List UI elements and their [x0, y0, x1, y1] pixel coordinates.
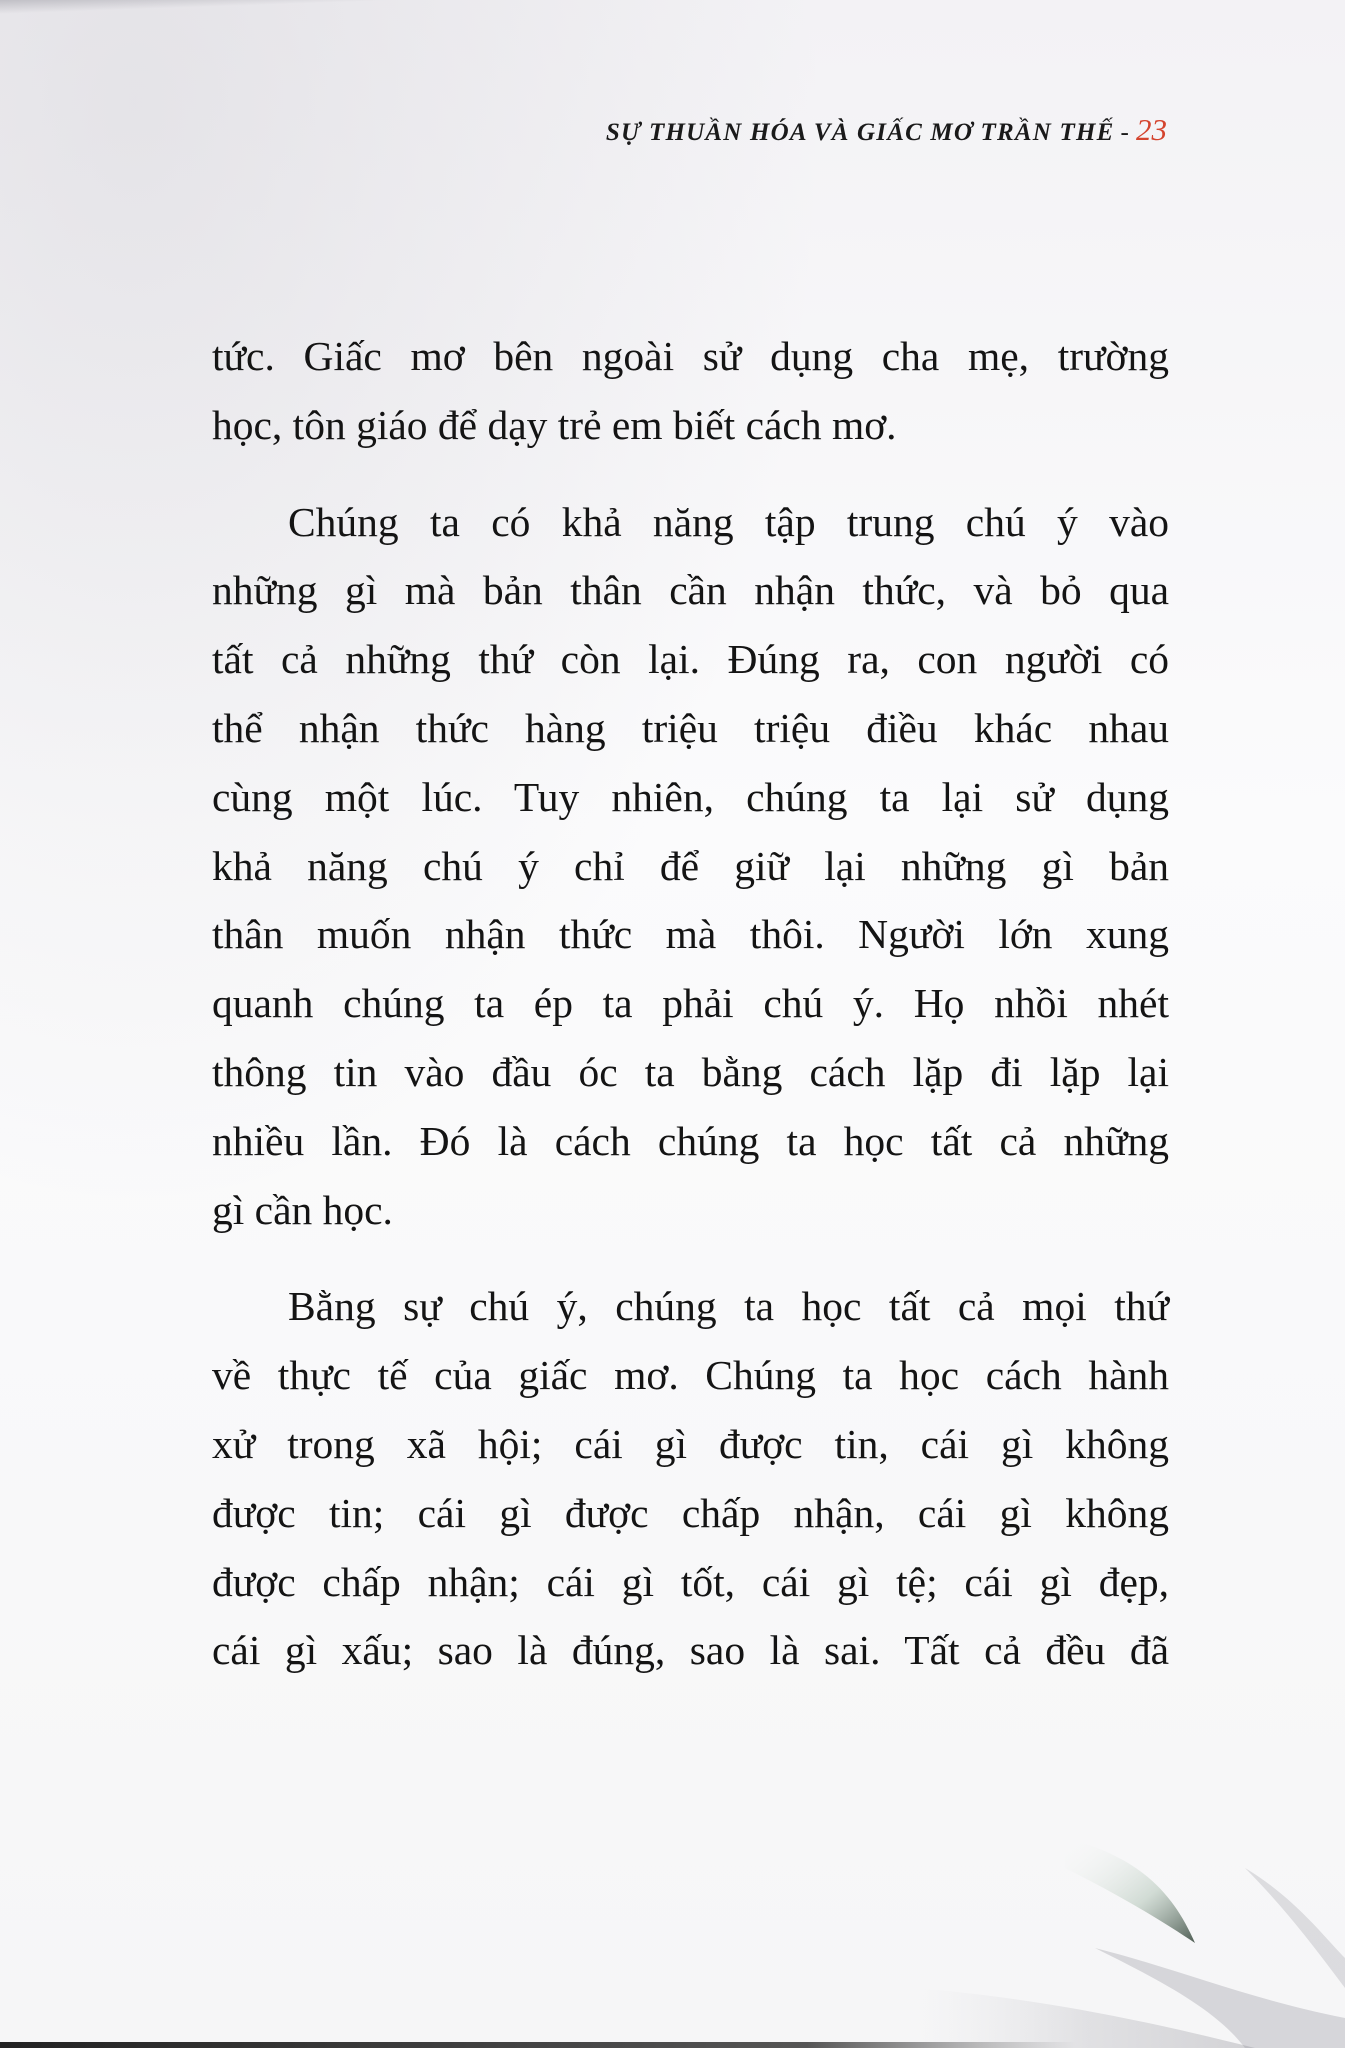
header-separator: -	[1120, 119, 1130, 146]
text-line: thông tin vào đầu óc ta bằng cách lặp đi lặp lại	[212, 1048, 1169, 1095]
paragraph-1	[212, 322, 1169, 460]
text-line: thể nhận thức hàng triệu triệu điều khác nhau	[212, 704, 1169, 751]
paragraph-2	[212, 488, 1169, 1245]
running-header	[606, 112, 1167, 148]
text-line: gì cần học.	[212, 1186, 393, 1233]
pencil-sketch-swoosh-icon	[915, 1748, 1345, 2048]
text-line: cái gì xấu; sao là đúng, sao là sai. Tất cả đều đã	[212, 1627, 1169, 1674]
text-line: những gì mà bản thân cần nhận thức, và bỏ qua	[212, 567, 1169, 614]
body-text	[212, 322, 1169, 1685]
page-bottom-edge	[0, 2042, 1345, 2048]
text-line: nhiều lần. Đó là cách chúng ta học tất cả những	[212, 1117, 1169, 1164]
text-line: được chấp nhận; cái gì tốt, cái gì tệ; cái gì đẹp,	[212, 1558, 1169, 1605]
text-line: tức. Giấc mơ bên ngoài sử dụng cha mẹ, trường	[212, 333, 1169, 379]
text-line: tất cả những thứ còn lại. Đúng ra, con người có	[212, 636, 1169, 683]
text-line: về thực tế của giấc mơ. Chúng ta học cách hành	[212, 1352, 1169, 1399]
page-number: 23	[1136, 112, 1167, 147]
text-line: Chúng ta có khả năng tập trung chú ý vào	[288, 498, 1169, 545]
text-line: khả năng chú ý chỉ để giữ lại những gì bản	[212, 842, 1169, 889]
text-line: thân muốn nhận thức mà thôi. Người lớn xung	[212, 911, 1169, 958]
text-line: quanh chúng ta ép ta phải chú ý. Họ nhồi nhét	[212, 980, 1169, 1027]
text-line: học, tôn giáo để dạy trẻ em biết cách mơ.	[212, 401, 897, 448]
text-line: Bằng sự chú ý, chúng ta học tất cả mọi thứ	[288, 1283, 1169, 1330]
page-edge-shadow	[0, 0, 420, 14]
text-line: xử trong xã hội; cái gì được tin, cái gì không	[212, 1420, 1169, 1467]
text-line: được tin; cái gì được chấp nhận, cái gì không	[212, 1489, 1169, 1536]
text-line: cùng một lúc. Tuy nhiên, chúng ta lại sử dụng	[212, 773, 1169, 820]
paragraph-3	[212, 1272, 1169, 1685]
chapter-title: SỰ THUẦN HÓA VÀ GIẤC MƠ TRẦN THẾ	[605, 119, 1115, 146]
